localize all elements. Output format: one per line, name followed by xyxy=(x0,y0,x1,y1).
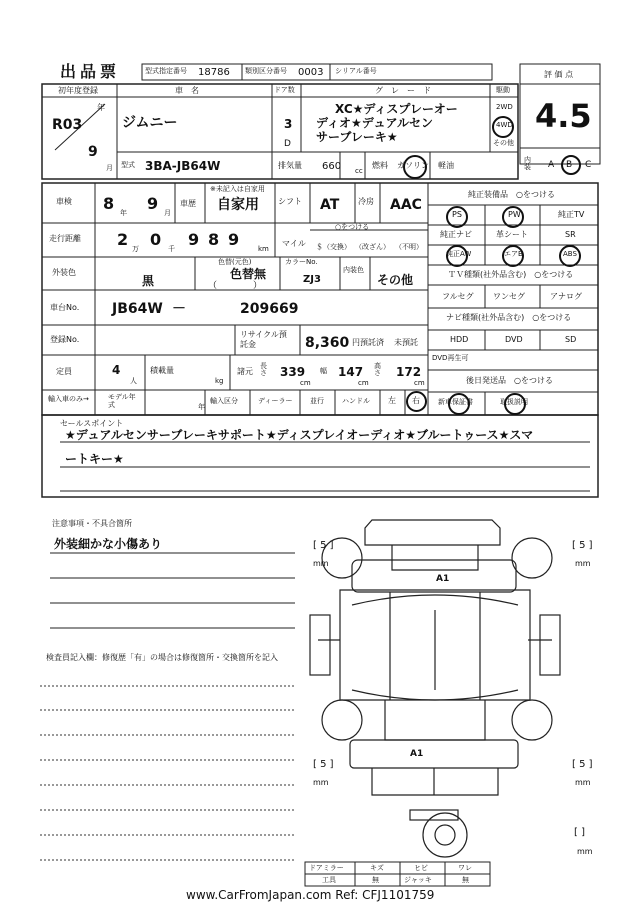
mileage-digit-5: 9 xyxy=(228,230,240,249)
length-unit: cm xyxy=(300,379,311,387)
import-dealer: ディーラー xyxy=(258,397,293,405)
mileage-digit-2: 0 xyxy=(150,230,162,249)
interior-b: B xyxy=(566,160,573,170)
model-year-unit: 年 xyxy=(198,403,205,411)
equip-pw: PW xyxy=(508,210,521,219)
later-title: 後日発送品 ○をつける xyxy=(466,376,553,385)
equip-sr: SR xyxy=(565,230,576,239)
tire-fr-depth: [ 5 ] xyxy=(572,540,593,551)
recycle-fee: 8,360 xyxy=(305,335,350,351)
capacity-label: 定員 xyxy=(56,367,72,376)
damage-a1-bottom: A1 xyxy=(410,749,424,759)
eval-label: 評 価 点 xyxy=(544,70,574,79)
drive-2wd: 2WD xyxy=(496,103,513,111)
recycle-paid: 円預託済 xyxy=(352,338,384,347)
eval-score: 4.5 xyxy=(535,97,592,135)
color-code-label: カラーNo. xyxy=(285,258,318,266)
color-change-label: 色替(元色) xyxy=(218,258,252,266)
man-unit: 万 xyxy=(132,245,139,253)
sales-line-2: ートキー★ xyxy=(65,452,124,466)
interior-c: C xyxy=(585,160,592,170)
equip-airbag: エアB xyxy=(504,250,523,258)
load-label: 積載量 xyxy=(150,366,174,375)
fuel-label: 燃料 xyxy=(372,161,388,170)
grade-line-1: XC★ディスプレーオー xyxy=(335,102,458,116)
equip-aw: 純正AW xyxy=(446,250,472,258)
height-unit: cm xyxy=(414,379,425,387)
table-r-jack-val: 無 xyxy=(462,876,469,884)
mileage-opt-unknown: （不明） xyxy=(395,243,423,251)
first-reg-label: 初年度登録 xyxy=(58,86,98,95)
handle-right-circle xyxy=(406,391,427,412)
chassis-label: 車台No. xyxy=(50,303,80,312)
length-label: 長さ xyxy=(260,362,267,377)
tire-fr-value: 5 xyxy=(579,540,586,551)
form-title: 出品票 xyxy=(60,62,121,81)
person-unit: 人 xyxy=(130,377,137,385)
form-no: 18786 xyxy=(198,67,230,78)
interior-color-label: 内装色 xyxy=(343,266,364,274)
drive-other: その他 xyxy=(493,139,514,147)
handle-right: 右 xyxy=(412,396,420,405)
tire-spare-depth: [ ] xyxy=(574,827,585,838)
grade-line-2: ディオ★デュアルセン xyxy=(316,116,433,130)
damage-a1-top: A1 xyxy=(436,574,450,584)
tire-fl-unit: mm xyxy=(313,559,329,568)
equip-aw-circle xyxy=(446,245,468,267)
height-value: 172 xyxy=(396,365,422,379)
grade-label: グ レ ー ド xyxy=(375,86,431,95)
model-code: 3BA-JB64W xyxy=(145,159,221,173)
table-h-break: ワレ xyxy=(458,864,472,872)
table-h-crack: ヒビ xyxy=(414,864,428,872)
tire-rr-unit: mm xyxy=(575,778,591,787)
reg-label: 登録No. xyxy=(50,335,80,344)
interior-a: A xyxy=(548,160,555,170)
tire-rl-unit: mm xyxy=(313,778,329,787)
mile-label: マイル xyxy=(282,239,306,248)
month-unit: 月 xyxy=(164,209,171,217)
import-label: 輸入車のみ→ xyxy=(48,395,89,403)
equip-ps-circle xyxy=(446,206,468,228)
later-manual: 取扱説明 xyxy=(500,398,528,406)
door-count: 3 xyxy=(284,117,293,131)
model-year-label: モデル年式 xyxy=(108,393,136,410)
tire-fl-depth: [ 5 ] xyxy=(313,540,334,551)
tire-rr-value: 5 xyxy=(579,759,586,770)
shift-label: シフト xyxy=(278,197,302,206)
notes-line-1: 外装細かな小傷あり xyxy=(54,537,163,551)
inspection-year: 8 xyxy=(103,194,115,213)
color-change-value: 色替無 xyxy=(230,267,267,281)
ac-value: AAC xyxy=(390,197,422,213)
tire-spare-unit: mm xyxy=(577,847,593,856)
usage-note: ※未記入は自家用 xyxy=(210,185,265,193)
equip-pw-circle xyxy=(502,206,524,228)
usage-label: 車歴 xyxy=(180,199,196,208)
footer-watermark: www.CarFromJapan.com Ref: CFJ1101759 xyxy=(186,888,435,902)
color-code: ZJ3 xyxy=(303,274,321,285)
chassis-dash: － xyxy=(172,301,186,317)
tire-rl-value: 5 xyxy=(320,759,327,770)
doors-label: ドア数 xyxy=(274,86,295,94)
width-unit: cm xyxy=(358,379,369,387)
handle-left: 左 xyxy=(388,396,396,405)
reg-month: 9 xyxy=(88,144,98,160)
table-r-jack: ジャッキ xyxy=(404,876,432,884)
later-warranty-circle xyxy=(448,393,470,415)
usage-value: 自家用 xyxy=(217,197,259,213)
drive-4wd: 4WD xyxy=(496,121,513,129)
car-name: ジムニー xyxy=(122,115,178,131)
interior-label: 内装 xyxy=(524,156,531,171)
equip-ps: PS xyxy=(452,210,462,219)
table-r-tools-val: 無 xyxy=(372,876,379,884)
sales-label: セールスポイント xyxy=(60,419,124,428)
sales-line-1: ★デュアルセンサーブレーキサポート★ディスプレイオーディオ★ブルートゥース★スマ xyxy=(65,428,534,442)
width-label: 幅 xyxy=(320,367,327,375)
category-no: 0003 xyxy=(298,67,324,78)
equipment-title: 純正装備品 ○をつける xyxy=(468,190,555,199)
inspector-label: 検査員記入欄：修復歴「有」の場合は修復箇所・交換箇所を記入 xyxy=(46,653,278,662)
grade-line-3: サーブレーキ★ xyxy=(316,130,398,144)
sen-unit: 千 xyxy=(168,245,175,253)
mileage-digit-3: 9 xyxy=(188,230,200,249)
tire-fl-value: 5 xyxy=(320,540,327,551)
recycle-unpaid: 未預託 xyxy=(394,338,418,347)
model-label: 型式 xyxy=(121,161,135,169)
serial-label: シリアル番号 xyxy=(335,67,377,75)
mileage-opt-tampered: （改ざん） xyxy=(355,243,390,251)
size-label: 諸元 xyxy=(237,367,253,376)
chassis-number: 209669 xyxy=(240,301,299,317)
later-manual-circle xyxy=(504,393,526,415)
navi-title: ナビ種類(社外品含む) ○をつける xyxy=(446,313,572,322)
equip-tv: 純正TV xyxy=(558,210,585,219)
fuel-circle xyxy=(403,155,427,179)
interior-color-value: その他 xyxy=(377,273,414,287)
import-parallel: 並行 xyxy=(310,397,324,405)
width-value: 147 xyxy=(338,365,364,379)
tv-title: ＴＶ種類(社外品含む) ○をつける xyxy=(448,270,574,279)
handle-label: ハンドル xyxy=(342,397,370,405)
displacement-label: 排気量 xyxy=(278,161,302,170)
table-h-scratch: キズ xyxy=(370,864,384,872)
chassis-prefix: JB64W xyxy=(112,301,163,317)
month-kanji: 月 xyxy=(106,164,113,172)
recycle-label: リサイクル預託金 xyxy=(240,330,287,349)
length-value: 339 xyxy=(280,365,306,379)
kg-unit: kg xyxy=(215,377,224,385)
capacity-value: 4 xyxy=(112,363,121,377)
mileage-opt-exchange: ＄（交換） xyxy=(316,243,351,251)
interior-b-circle xyxy=(561,155,581,175)
notes-label: 注意事項・不具合箇所 xyxy=(52,519,132,528)
tv-analog: アナログ xyxy=(550,292,582,301)
tire-rl-depth: [ 5 ] xyxy=(313,759,334,770)
diesel-label: 軽油 xyxy=(438,161,454,170)
drive-4wd-circle xyxy=(492,116,514,138)
navi-sd: SD xyxy=(565,335,577,344)
year-unit: 年 xyxy=(120,209,127,217)
fuel-value: ガソリン xyxy=(397,161,429,170)
table-h-mirror: ドアミラー xyxy=(309,864,344,872)
equip-navi: 純正ナビ xyxy=(440,230,472,239)
category-label: 類別区分番号 xyxy=(245,67,287,75)
equip-abs: ABS xyxy=(563,250,577,258)
form-no-label: 型式指定番号 xyxy=(145,67,187,75)
km-unit: km xyxy=(258,245,269,253)
tire-rr-depth: [ 5 ] xyxy=(572,759,593,770)
inspection-label: 車検 xyxy=(56,197,72,206)
equip-leather: 革シート xyxy=(496,230,528,239)
cc-unit: cc xyxy=(355,167,363,175)
mileage-check-label: ○をつける xyxy=(335,223,370,231)
later-warranty: 新車保証書 xyxy=(438,398,473,406)
ac-label: 冷房 xyxy=(358,197,374,206)
year-kanji: 年 xyxy=(97,103,105,112)
equip-abs-circle xyxy=(559,245,581,267)
color-label: 外装色 xyxy=(52,268,76,277)
displacement: 660 xyxy=(322,161,342,172)
mileage-digit-1: 2 xyxy=(117,230,129,249)
tv-fullseg: フルセグ xyxy=(442,292,474,301)
name-label: 車 名 xyxy=(175,86,199,95)
reg-year: R03 xyxy=(52,117,83,133)
tv-oneseg: ワンセグ xyxy=(493,292,525,301)
table-r-tools: 工具 xyxy=(322,876,336,884)
height-label: 高さ xyxy=(374,362,381,377)
shift-value: AT xyxy=(320,197,340,213)
door-type: D xyxy=(284,139,291,149)
color-value: 黒 xyxy=(142,274,155,288)
navi-dvd: DVD xyxy=(505,335,523,344)
dvd-play: DVD再生可 xyxy=(432,354,469,362)
drive-label: 駆動 xyxy=(496,86,510,94)
color-change-paren: （ ） xyxy=(208,281,263,291)
mileage-digit-4: 8 xyxy=(208,230,220,249)
navi-hdd: HDD xyxy=(450,335,469,344)
tire-fr-unit: mm xyxy=(575,559,591,568)
mileage-label: 走行距離 xyxy=(49,234,81,243)
equip-airbag-circle xyxy=(502,245,524,267)
import-category-label: 輸入区分 xyxy=(210,397,238,405)
inspection-month: 9 xyxy=(147,194,159,213)
